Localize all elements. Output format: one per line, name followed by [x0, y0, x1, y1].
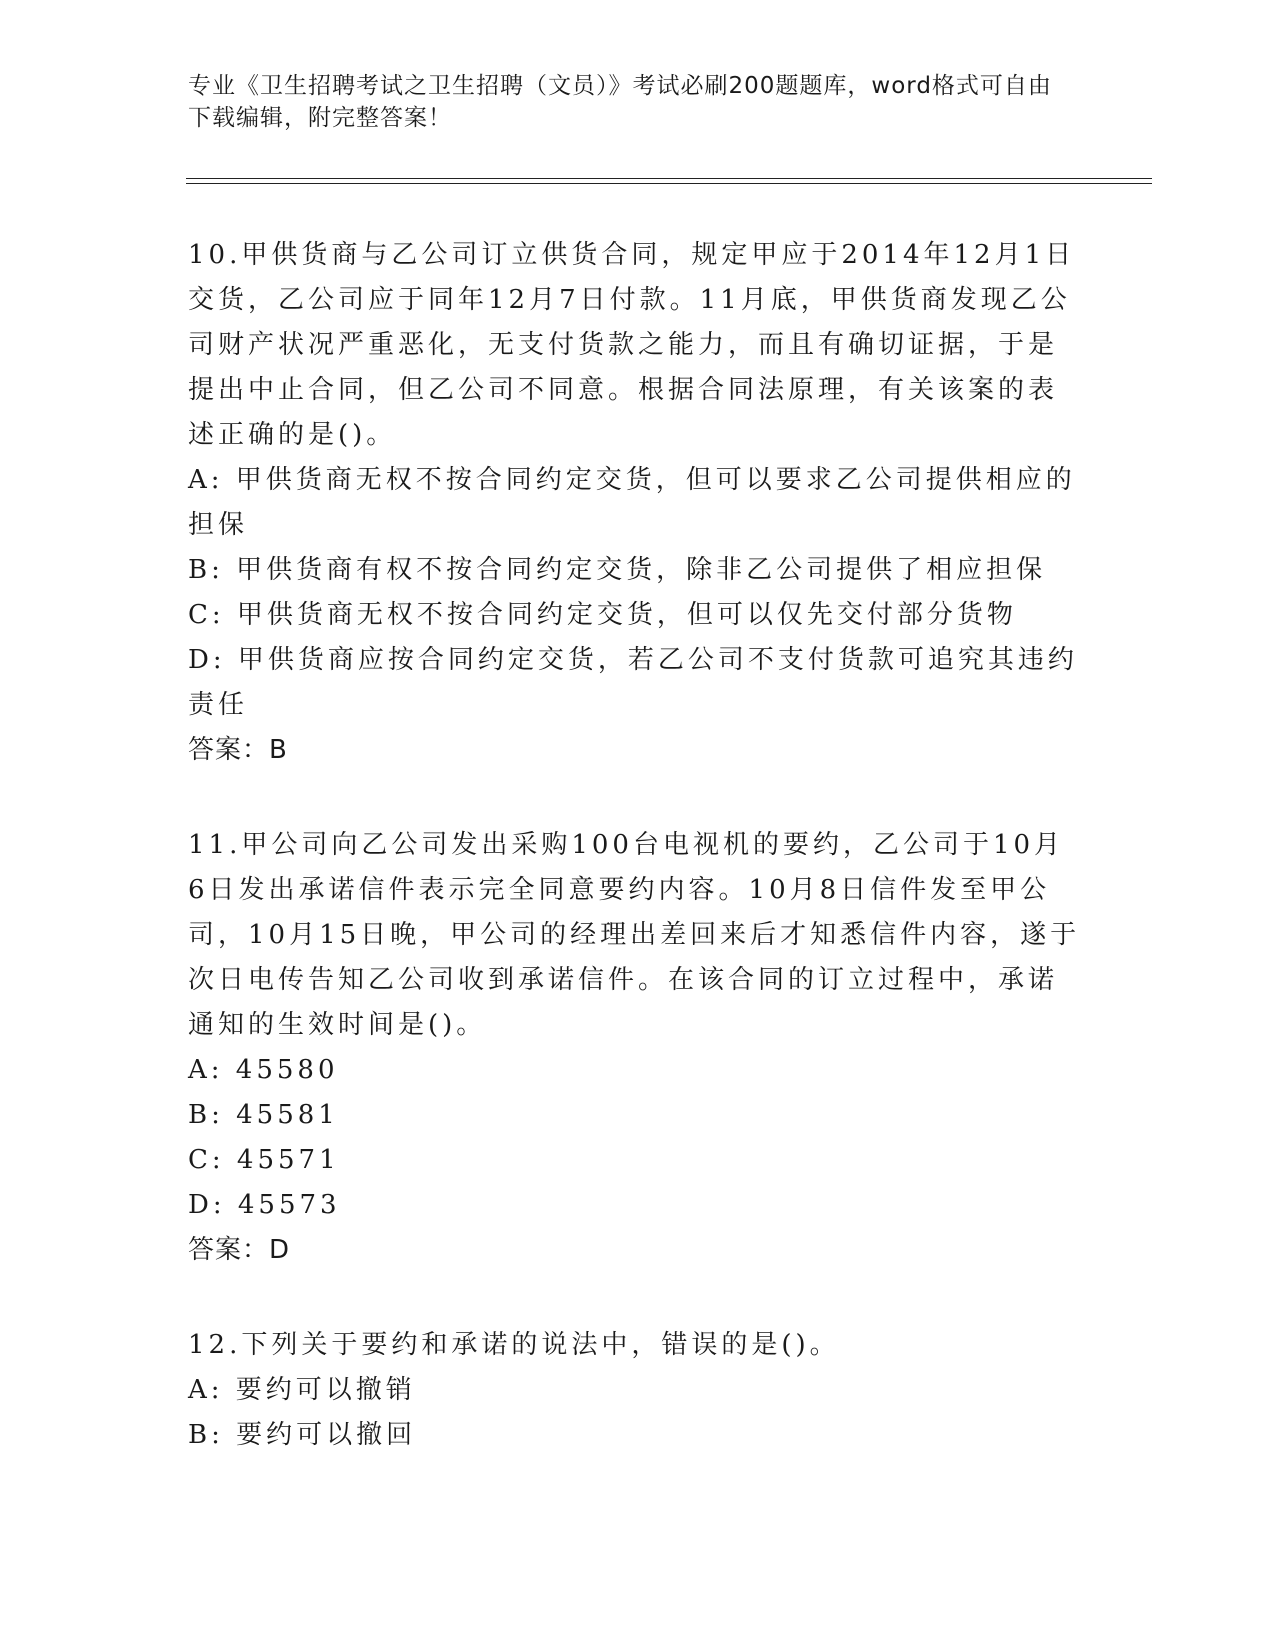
question-12: [188, 1323, 1083, 1458]
option-b: B: 甲供货商有权不按合同约定交货，除非乙公司提供了相应担保: [188, 555, 1047, 585]
option-d: D: 45573: [188, 1190, 341, 1220]
answer-label: 答案：B: [188, 735, 288, 765]
option-a: A: 要约可以撤销: [188, 1375, 416, 1405]
question-stem: 10.甲供货商与乙公司订立供货合同，规定甲应于2014年12月1日交货，乙公司应于同年12月7日付款。11月底，甲供货商发现乙公司财产状况严重恶化，无支付货款之能力，而且有确切证据，于是提出中止合同，但乙公司不同意。根据合同法原理，有关该案的表述正确的是()。: [188, 240, 1076, 450]
option-a: A: 甲供货商无权不按合同约定交货，但可以要求乙公司提供相应的担保: [188, 465, 1076, 540]
question-11: [188, 823, 1083, 1273]
document-header-intro: 专业《卫生招聘考试之卫生招聘（文员）》考试必刷200题题库，word格式可自由下载编辑，附完整答案！: [188, 73, 1052, 131]
option-a: A: 45580: [188, 1055, 339, 1085]
question-10: [188, 233, 1083, 773]
question-stem: 12.下列关于要约和承诺的说法中，错误的是()。: [188, 1330, 840, 1360]
question-stem: 11.甲公司向乙公司发出采购100台电视机的要约，乙公司于10月6日发出承诺信件表示完全同意要约内容。10月8日信件发至甲公司，10月15日晚，甲公司的经理出差回来后才知悉信件内容，遂于次日电传告知乙公司收到承诺信件。在该合同的订立过程中，承诺通知的生效时间是()。: [188, 830, 1081, 1040]
option-c: C: 45571: [188, 1145, 340, 1175]
answer-label: 答案：D: [188, 1235, 291, 1265]
option-d: D: 甲供货商应按合同约定交货，若乙公司不支付货款可追究其违约责任: [188, 645, 1078, 720]
header-divider-top: [186, 178, 1152, 179]
option-c: C: 甲供货商无权不按合同约定交货，但可以仅先交付部分货物: [188, 600, 1017, 630]
header-divider-bottom: [186, 183, 1152, 184]
option-b: B: 45581: [188, 1100, 339, 1130]
option-b: B: 要约可以撤回: [188, 1420, 417, 1450]
